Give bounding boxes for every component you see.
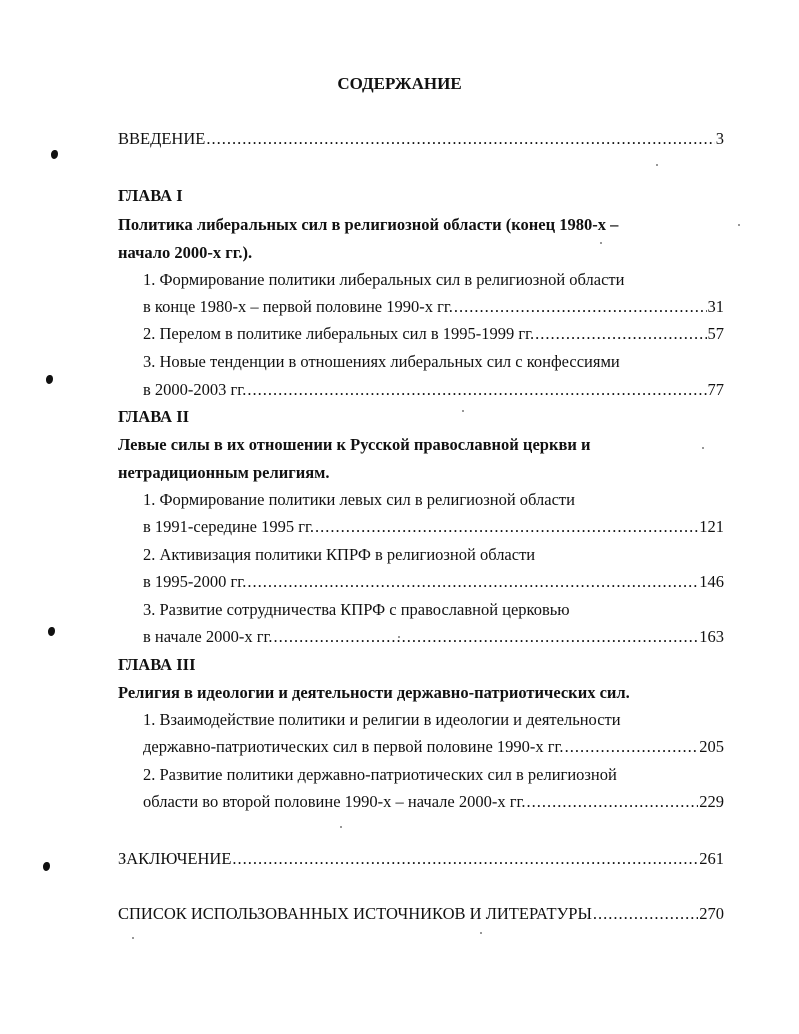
dot-leader: [565, 735, 699, 759]
page-number: 205: [699, 737, 724, 756]
chapter-2-title: нетрадиционным религиям.: [118, 463, 330, 482]
chapter-1-heading: ГЛАВА I: [118, 186, 183, 205]
dot-leader: [206, 127, 714, 151]
toc-entry-label: в конце 1980-х – первой половине 1990-х гг.: [143, 297, 453, 316]
toc-entry-label: в начале 2000-х гг.: [143, 627, 273, 646]
chapter-3-title: Религия в идеологии и деятельности державно-патриотических сил.: [118, 683, 630, 702]
dot-leader: [593, 902, 698, 926]
toc-entry-2-1[interactable]: [143, 515, 724, 539]
toc-section-title: 1. Формирование политики либеральных сил в религиозной области: [143, 270, 625, 289]
toc-entry-label: ВВЕДЕНИЕ: [118, 129, 206, 148]
page-number: 121: [699, 517, 724, 536]
toc-section-title: 2. Развитие политики державно-патриотических сил в религиозной: [143, 765, 617, 784]
dot-leader: [274, 625, 699, 649]
scan-speck: [480, 932, 482, 934]
scan-speck: [702, 447, 704, 449]
toc-entry-label: СПИСОК ИСПОЛЬЗОВАННЫХ ИСТОЧНИКОВ И ЛИТЕРАТУРЫ: [118, 904, 592, 923]
toc-section-title: 3. Развитие сотрудничества КПРФ с православной церковью: [143, 600, 570, 619]
toc-entry-label: области во второй половине 1990-х – начале 2000-х гг.: [143, 792, 526, 811]
page-number: 146: [699, 572, 724, 591]
scan-speck: [132, 937, 134, 939]
toc-entry-1-3[interactable]: [143, 378, 724, 402]
chapter-1-title: Политика либеральных сил в религиозной области (конец 1980-х –: [118, 215, 619, 234]
chapter-2-heading: ГЛАВА II: [118, 407, 190, 426]
toc-section-title: 1. Взаимодействие политики и религии в идеологии и деятельности: [143, 710, 621, 729]
page-number: 57: [707, 324, 724, 343]
toc-entry-label: в 1995-2000 гг.: [143, 572, 247, 591]
scan-speck: [656, 164, 658, 166]
toc-entry-2-2[interactable]: [143, 570, 724, 594]
scan-mark: [48, 627, 55, 636]
toc-entry-label: ЗАКЛЮЧЕНИЕ: [118, 849, 232, 868]
page-number: 270: [699, 904, 724, 923]
toc-entry-2-3[interactable]: [143, 625, 724, 649]
toc-entry-1-1[interactable]: [143, 295, 724, 319]
dot-leader: [535, 322, 706, 346]
toc-section-title: 3. Новые тенденции в отношениях либеральных сил с конфессиями: [143, 352, 620, 371]
page-number: 163: [699, 627, 724, 646]
toc-entry-intro[interactable]: [118, 127, 724, 151]
dot-leader: [315, 515, 698, 539]
scan-speck: [462, 410, 464, 412]
page-number: 261: [699, 849, 724, 868]
toc-entry-conclusion[interactable]: [118, 847, 724, 871]
chapter-1-title: начало 2000-х гг.).: [118, 243, 253, 262]
page-number: 229: [699, 792, 724, 811]
dot-leader: [527, 790, 699, 814]
page-number: 31: [707, 297, 724, 316]
page-title: СОДЕРЖАНИЕ: [337, 74, 462, 93]
toc-section-title: 2. Активизация политики КПРФ в религиозной области: [143, 545, 536, 564]
dot-leader: [247, 570, 698, 594]
page-number: 3: [715, 129, 724, 148]
toc-entry-3-2[interactable]: [143, 790, 724, 814]
dot-leader: [232, 847, 698, 871]
scan-mark: [46, 375, 53, 384]
toc-entry-1-2[interactable]: [143, 322, 724, 346]
toc-entry-bibliography[interactable]: [118, 902, 724, 926]
scan-speck: [738, 224, 740, 226]
scan-speck: [340, 826, 342, 828]
toc-section-title: 1. Формирование политики левых сил в религиозной области: [143, 490, 575, 509]
dot-leader: [454, 295, 707, 319]
scan-speck: [398, 636, 400, 638]
chapter-2-title: Левые силы в их отношении к Русской православной церкви и: [118, 435, 591, 454]
scan-mark: [43, 862, 50, 871]
scan-speck: [600, 242, 602, 244]
page-number: 77: [707, 380, 724, 399]
scan-mark: [51, 150, 58, 159]
chapter-3-heading: ГЛАВА III: [118, 655, 196, 674]
toc-entry-label: державно-патриотических сил в первой половине 1990-х гг.: [143, 737, 564, 756]
toc-entry-label: в 1991-середине 1995 гг.: [143, 517, 315, 536]
toc-entry-label: в 2000-2003 гг.: [143, 380, 247, 399]
toc-entry-label: 2. Перелом в политике либеральных сил в 1995-1999 гг.: [143, 324, 535, 343]
dot-leader: [247, 378, 706, 402]
toc-entry-3-1[interactable]: [143, 735, 724, 759]
